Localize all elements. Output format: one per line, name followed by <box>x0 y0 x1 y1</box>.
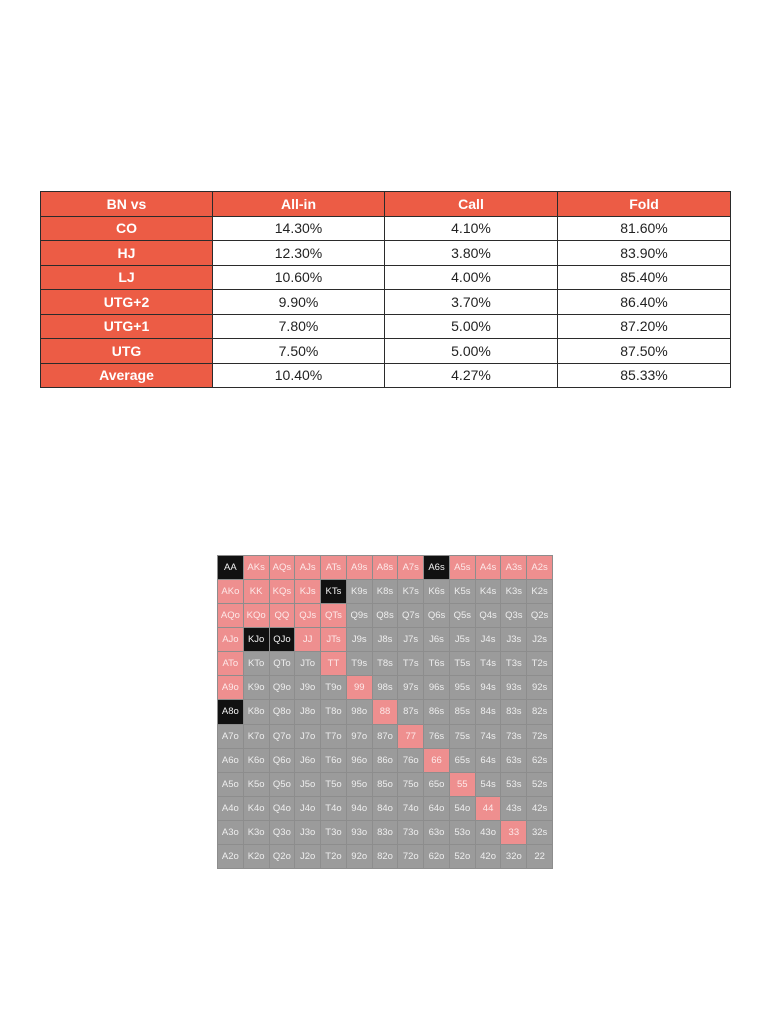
hand-cell: 85s <box>450 700 475 723</box>
hand-cell: 93s <box>501 676 526 699</box>
hand-cell: 87s <box>398 700 423 723</box>
hand-cell: J9s <box>347 628 372 651</box>
table-row <box>41 290 731 315</box>
hand-cell: ATs <box>321 556 346 579</box>
hand-cell: K6o <box>244 749 269 772</box>
hand-cell: K9o <box>244 676 269 699</box>
hand-cell: T8s <box>373 652 398 675</box>
hand-cell: 97s <box>398 676 423 699</box>
hand-cell: 86o <box>373 749 398 772</box>
hand-cell: 84o <box>373 797 398 820</box>
cell-allin: 10.60% <box>213 265 385 290</box>
hand-cell: 43s <box>501 797 526 820</box>
hand-cell: T7s <box>398 652 423 675</box>
hand-cell: K5o <box>244 773 269 796</box>
hand-cell: 75s <box>450 725 475 748</box>
hand-cell: K8s <box>373 580 398 603</box>
hand-cell: K3o <box>244 821 269 844</box>
cell-allin: 12.30% <box>213 241 385 266</box>
hand-cell: AKs <box>244 556 269 579</box>
table-row <box>41 265 731 290</box>
cell-call: 5.00% <box>385 339 558 364</box>
hand-cell: J2s <box>527 628 552 651</box>
bn-vs-stats-table <box>40 191 731 388</box>
hand-cell: 97o <box>347 725 372 748</box>
hand-cell: K7s <box>398 580 423 603</box>
hand-cell: 95o <box>347 773 372 796</box>
hand-cell: 52s <box>527 773 552 796</box>
hand-cell: Q5s <box>450 604 475 627</box>
hand-cell: J5s <box>450 628 475 651</box>
hand-cell: KK <box>244 580 269 603</box>
hand-cell: 92o <box>347 845 372 868</box>
hand-cell: 53s <box>501 773 526 796</box>
hand-cell: Q8s <box>373 604 398 627</box>
hand-cell: K3s <box>501 580 526 603</box>
cell-fold: 87.50% <box>558 339 731 364</box>
hand-cell: A6s <box>424 556 449 579</box>
hand-cell: 73o <box>398 821 423 844</box>
hand-cell: K4o <box>244 797 269 820</box>
hand-cell: Q2o <box>270 845 295 868</box>
hand-cell: Q7o <box>270 725 295 748</box>
hand-cell: JJ <box>295 628 320 651</box>
hand-cell: 77 <box>398 725 423 748</box>
hand-cell: 88 <box>373 700 398 723</box>
hand-cell: K2o <box>244 845 269 868</box>
cell-call: 4.10% <box>385 216 558 241</box>
hand-cell: J6s <box>424 628 449 651</box>
hand-cell: Q6o <box>270 749 295 772</box>
hand-cell: QJs <box>295 604 320 627</box>
hand-cell: Q9o <box>270 676 295 699</box>
hand-cell: A3s <box>501 556 526 579</box>
hand-cell: J7s <box>398 628 423 651</box>
table-header-row <box>41 192 731 217</box>
hand-cell: T9o <box>321 676 346 699</box>
hand-cell: A6o <box>218 749 243 772</box>
hand-cell: Q3o <box>270 821 295 844</box>
cell-allin: 10.40% <box>213 363 385 388</box>
hand-cell: K2s <box>527 580 552 603</box>
hand-cell: J2o <box>295 845 320 868</box>
hand-cell: 76s <box>424 725 449 748</box>
hand-cell: 76o <box>398 749 423 772</box>
hand-cell: 98s <box>373 676 398 699</box>
hand-cell: T2s <box>527 652 552 675</box>
row-position: CO <box>41 216 213 241</box>
hand-cell: A5s <box>450 556 475 579</box>
cell-call: 3.70% <box>385 290 558 315</box>
table-row-average <box>41 363 731 388</box>
hand-cell: J3s <box>501 628 526 651</box>
hand-cell: KQo <box>244 604 269 627</box>
cell-allin: 9.90% <box>213 290 385 315</box>
row-position: UTG+2 <box>41 290 213 315</box>
cell-fold: 85.33% <box>558 363 731 388</box>
hand-cell: K5s <box>450 580 475 603</box>
hand-cell: 33 <box>501 821 526 844</box>
hand-cell: 65o <box>424 773 449 796</box>
hand-cell: KTs <box>321 580 346 603</box>
cell-fold: 85.40% <box>558 265 731 290</box>
hand-cell: JTs <box>321 628 346 651</box>
hand-cell: A4o <box>218 797 243 820</box>
hand-cell: T8o <box>321 700 346 723</box>
hand-cell: Q4s <box>476 604 501 627</box>
cell-fold: 87.20% <box>558 314 731 339</box>
hand-range-grid <box>217 555 553 869</box>
hand-cell: 74s <box>476 725 501 748</box>
hand-cell: 94s <box>476 676 501 699</box>
hand-cell: 32s <box>527 821 552 844</box>
hand-cell: 74o <box>398 797 423 820</box>
hand-cell: A9o <box>218 676 243 699</box>
hand-cell: J8s <box>373 628 398 651</box>
hand-cell: A7o <box>218 725 243 748</box>
hand-cell: 86s <box>424 700 449 723</box>
hand-cell: 92s <box>527 676 552 699</box>
hand-cell: A8s <box>373 556 398 579</box>
hand-cell: 82s <box>527 700 552 723</box>
table-row <box>41 314 731 339</box>
hand-cell: TT <box>321 652 346 675</box>
hand-cell: 96o <box>347 749 372 772</box>
hand-cell: KJo <box>244 628 269 651</box>
row-position: LJ <box>41 265 213 290</box>
hand-cell: 72o <box>398 845 423 868</box>
hand-cell: J9o <box>295 676 320 699</box>
hand-cell: KTo <box>244 652 269 675</box>
hand-cell: 84s <box>476 700 501 723</box>
hand-cell: A5o <box>218 773 243 796</box>
hand-cell: 63s <box>501 749 526 772</box>
hand-cell: A2s <box>527 556 552 579</box>
header-call: Call <box>385 192 558 217</box>
hand-cell: 43o <box>476 821 501 844</box>
hand-cell: QTs <box>321 604 346 627</box>
row-position: HJ <box>41 241 213 266</box>
hand-cell: K8o <box>244 700 269 723</box>
hand-cell: A2o <box>218 845 243 868</box>
hand-cell: 22 <box>527 845 552 868</box>
hand-cell: T5o <box>321 773 346 796</box>
hand-cell: A8o <box>218 700 243 723</box>
row-position: UTG <box>41 339 213 364</box>
cell-call: 4.00% <box>385 265 558 290</box>
hand-cell: T3o <box>321 821 346 844</box>
hand-cell: 66 <box>424 749 449 772</box>
hand-cell: Q2s <box>527 604 552 627</box>
hand-cell: 98o <box>347 700 372 723</box>
hand-cell: 53o <box>450 821 475 844</box>
hand-cell: J4o <box>295 797 320 820</box>
hand-cell: 95s <box>450 676 475 699</box>
hand-cell: 65s <box>450 749 475 772</box>
hand-cell: AQs <box>270 556 295 579</box>
hand-cell: A9s <box>347 556 372 579</box>
hand-cell: Q8o <box>270 700 295 723</box>
hand-cell: 75o <box>398 773 423 796</box>
hand-cell: Q6s <box>424 604 449 627</box>
hand-cell: 42o <box>476 845 501 868</box>
hand-cell: 63o <box>424 821 449 844</box>
hand-cell: JTo <box>295 652 320 675</box>
cell-call: 4.27% <box>385 363 558 388</box>
row-position: Average <box>41 363 213 388</box>
hand-cell: QTo <box>270 652 295 675</box>
hand-cell: 44 <box>476 797 501 820</box>
hand-cell: AA <box>218 556 243 579</box>
header-fold: Fold <box>558 192 731 217</box>
hand-cell: 55 <box>450 773 475 796</box>
cell-allin: 7.50% <box>213 339 385 364</box>
cell-allin: 14.30% <box>213 216 385 241</box>
header-bn-vs: BN vs <box>41 192 213 217</box>
cell-allin: 7.80% <box>213 314 385 339</box>
hand-cell: AQo <box>218 604 243 627</box>
cell-fold: 83.90% <box>558 241 731 266</box>
hand-cell: 87o <box>373 725 398 748</box>
hand-cell: T7o <box>321 725 346 748</box>
hand-cell: ATo <box>218 652 243 675</box>
hand-cell: 62s <box>527 749 552 772</box>
table-row <box>41 339 731 364</box>
hand-cell: 64o <box>424 797 449 820</box>
hand-cell: Q3s <box>501 604 526 627</box>
hand-cell: T2o <box>321 845 346 868</box>
hand-cell: T4s <box>476 652 501 675</box>
hand-cell: AKo <box>218 580 243 603</box>
hand-cell: T5s <box>450 652 475 675</box>
hand-cell: A4s <box>476 556 501 579</box>
hand-cell: 62o <box>424 845 449 868</box>
hand-cell: K6s <box>424 580 449 603</box>
hand-cell: T6o <box>321 749 346 772</box>
hand-cell: J5o <box>295 773 320 796</box>
hand-cell: 42s <box>527 797 552 820</box>
hand-cell: Q5o <box>270 773 295 796</box>
hand-cell: KQs <box>270 580 295 603</box>
hand-cell: T9s <box>347 652 372 675</box>
hand-cell: 72s <box>527 725 552 748</box>
hand-cell: T3s <box>501 652 526 675</box>
hand-cell: A7s <box>398 556 423 579</box>
hand-cell: 93o <box>347 821 372 844</box>
hand-cell: Q9s <box>347 604 372 627</box>
hand-cell: 94o <box>347 797 372 820</box>
hand-cell: 64s <box>476 749 501 772</box>
hand-cell: QJo <box>270 628 295 651</box>
cell-call: 3.80% <box>385 241 558 266</box>
row-position: UTG+1 <box>41 314 213 339</box>
hand-cell: 85o <box>373 773 398 796</box>
hand-cell: K7o <box>244 725 269 748</box>
hand-cell: K9s <box>347 580 372 603</box>
hand-cell: 83s <box>501 700 526 723</box>
hand-cell: J4s <box>476 628 501 651</box>
cell-fold: 81.60% <box>558 216 731 241</box>
hand-cell: K4s <box>476 580 501 603</box>
hand-cell: J8o <box>295 700 320 723</box>
hand-cell: 54o <box>450 797 475 820</box>
hand-cell: A3o <box>218 821 243 844</box>
hand-cell: AJo <box>218 628 243 651</box>
hand-cell: 54s <box>476 773 501 796</box>
hand-cell: T6s <box>424 652 449 675</box>
cell-fold: 86.40% <box>558 290 731 315</box>
hand-cell: AJs <box>295 556 320 579</box>
cell-call: 5.00% <box>385 314 558 339</box>
hand-cell: KJs <box>295 580 320 603</box>
hand-cell: 73s <box>501 725 526 748</box>
hand-cell: 52o <box>450 845 475 868</box>
hand-cell: J6o <box>295 749 320 772</box>
hand-cell: 32o <box>501 845 526 868</box>
hand-cell: T4o <box>321 797 346 820</box>
hand-cell: J3o <box>295 821 320 844</box>
table-row <box>41 216 731 241</box>
hand-cell: Q7s <box>398 604 423 627</box>
hand-cell: 99 <box>347 676 372 699</box>
hand-cell: QQ <box>270 604 295 627</box>
table-row <box>41 241 731 266</box>
hand-cell: 83o <box>373 821 398 844</box>
header-all-in: All-in <box>213 192 385 217</box>
hand-cell: Q4o <box>270 797 295 820</box>
hand-cell: J7o <box>295 725 320 748</box>
hand-cell: 82o <box>373 845 398 868</box>
hand-cell: 96s <box>424 676 449 699</box>
